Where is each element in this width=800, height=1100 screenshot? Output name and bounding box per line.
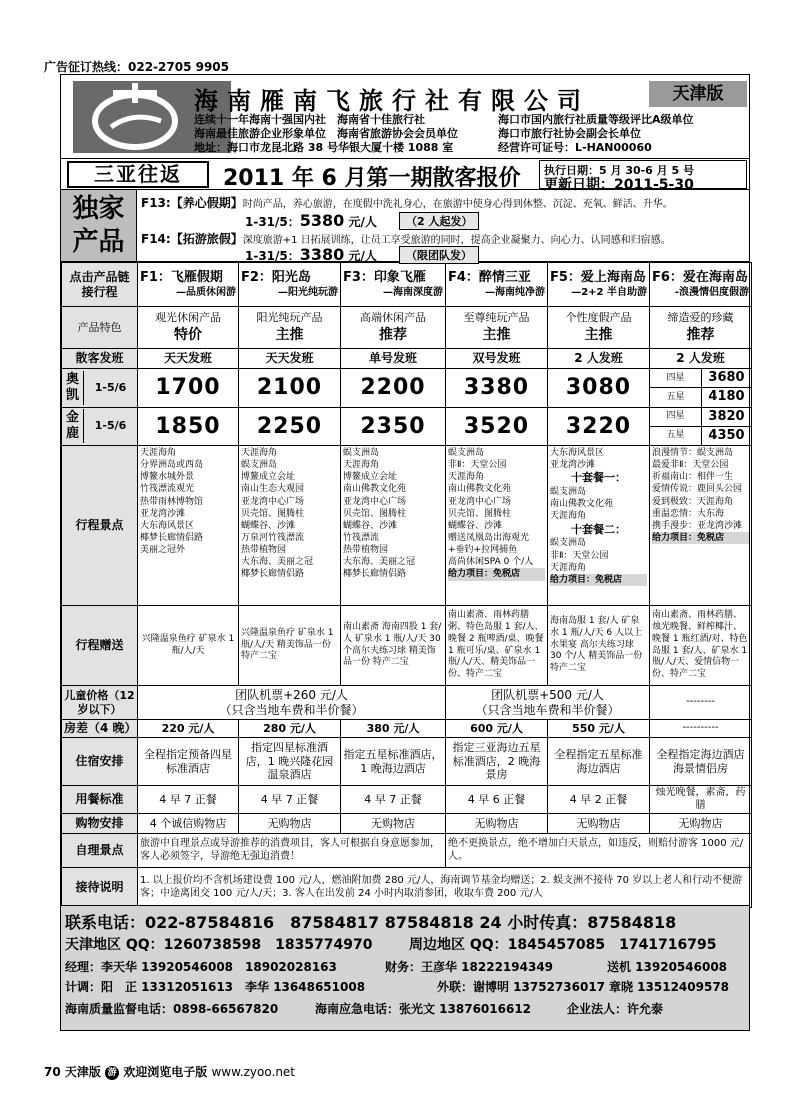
qq-surrounding[interactable]: 周边地区 QQ：1845457085 1741716795 [409, 937, 717, 953]
feature-cell [341, 307, 446, 349]
jinlu-row-1 [62, 407, 752, 426]
feature-tag: 推荐 [686, 326, 715, 343]
itinerary-stop: 蜈支洲岛 [343, 448, 380, 458]
meal-f6: 烛光晚餐，素斋，药膳 [650, 786, 752, 814]
hotel-label: 住宿安排 [62, 738, 138, 786]
f13-name[interactable]: F13:【养心假期】 [141, 196, 243, 210]
f14-date: 1-31/5： [245, 249, 300, 263]
gift-f2: 兴隆温泉鱼疗 矿泉水 1 瓶/人/天 精美饰品一份 特产二宝 [239, 606, 341, 686]
hotel-row [62, 738, 752, 786]
feature-cell [548, 307, 650, 349]
star-label: 四星 [650, 407, 702, 426]
itinerary-stop: 非Ⅱ：天堂公园 [550, 550, 609, 561]
itinerary-stop: 蜈支洲岛 [448, 448, 485, 458]
itinerary-stop: 最爱非Ⅱ：天堂公园 [652, 460, 729, 471]
feature-cell [239, 307, 341, 349]
shop-f5: 无购物店 [548, 814, 650, 834]
itinerary-stop: 椰梦长廊情侣路 [343, 569, 407, 580]
child-price-note: （只含当地车费和半价餐） [219, 702, 364, 717]
meal-label: 用餐标准 [62, 786, 138, 814]
itinerary-f2 [239, 446, 341, 606]
itinerary-stop: 热带植物园 [343, 545, 389, 556]
itinerary-stop: 美丽之冠外 [140, 545, 186, 556]
feature-tag: 推荐 [379, 326, 407, 343]
itinerary-stop: 非Ⅱ：天堂公园 [448, 460, 507, 471]
itinerary-stop: 贝壳馆、图腾柱 [343, 508, 407, 519]
exclusive-label: 独家产品 [61, 190, 137, 261]
price-sheet [60, 74, 750, 909]
shop-f2: 无购物店 [239, 814, 341, 834]
product-sub: —海南纯净游 [485, 287, 545, 299]
page-footer [44, 1063, 295, 1080]
itinerary-stop: 热带雨林博物馆 [140, 496, 204, 507]
feature-text: 缔造爱的珍藏 [667, 311, 734, 325]
child-price-c: -------- [650, 686, 752, 720]
itinerary-stop: 竹筏漂流 [343, 532, 380, 543]
meal-f1: 4 早 7 正餐 [138, 786, 239, 814]
f14-unit: 元/人 [348, 249, 377, 263]
emergency-hotline: 海南应急电话：张光文 13876016612 [315, 1002, 532, 1016]
jinlu-dates: 1-5/6 [94, 419, 127, 433]
page-number: 70 天津版 [44, 1065, 101, 1079]
f14-price-line [245, 245, 377, 264]
itinerary-stop: 博鳌水城外景 [140, 472, 195, 483]
gift-f5: 海南岛服 1 套/人 矿泉水 1 瓶/人/天 6 人以上水果宴 高尔夫练习球 30 个/人 精美饰品一份 特产二宝 [548, 606, 650, 686]
edition-badge: 天津版 [649, 81, 747, 107]
child-price-text: 团队机票+500 元/人 [491, 687, 604, 702]
itinerary-label: 行程景点 [62, 446, 138, 606]
f14-note: （限团队发） [399, 246, 479, 264]
f13-unit: 元/人 [348, 215, 377, 229]
itinerary-stop: 十套餐一： [571, 471, 626, 485]
itinerary-stop: 携手漫步：亚龙湾沙滩 [652, 520, 743, 531]
f13-price-line [245, 211, 377, 230]
itinerary-stop: 赠送凤凰岛出海观光+垂钓+拉网捕鱼 [448, 532, 530, 556]
phone-line [65, 910, 676, 933]
feature-tag: 主推 [584, 326, 613, 343]
license-number: 经营许可证号：L-HAN00060 [498, 141, 652, 154]
exclusive-products [61, 190, 749, 262]
price-jinlu-f6-5star: 4350 [702, 426, 752, 445]
f13-date: 1-31/5： [245, 215, 300, 229]
room-f6: ---------- [650, 720, 752, 738]
price-jinlu-f3: 2350 [341, 407, 446, 446]
itinerary-stop: 重温恋情：大东海 [652, 508, 725, 519]
itinerary-stop: 亚龙湾沙滩 [550, 460, 596, 471]
itinerary-stop: 十套餐二： [571, 522, 626, 536]
feature-text: 至尊纯玩产品 [463, 311, 530, 325]
self-pay-left: 旅游中自理景点或导游推荐的消费项目，客人可根据自身意愿参加，客人必须签字，导游绝无强迫消费！ [138, 834, 446, 868]
itinerary-stop: 亚龙湾中心广场 [448, 496, 512, 507]
child-label: 儿童价格（12 岁以下） [62, 686, 138, 720]
itinerary-stop: 蝴蝶谷、沙滩 [241, 520, 296, 531]
hotel-f1: 全程指定预备四星标准酒店 [138, 738, 239, 786]
exec-date: 执行日期：5 月 30-6 月 5 号 [544, 164, 694, 177]
room-label: 房差（4 晚） [62, 720, 138, 738]
star-label: 五星 [650, 388, 702, 407]
company-header [61, 75, 749, 158]
itinerary-stop: 贝壳馆、图腾柱 [241, 508, 305, 519]
itinerary-stop: 爱情传说：鹿回头公园 [652, 484, 743, 495]
itinerary-stop: 高尚休闲SPA 0 个/人 [448, 557, 534, 568]
aokai-row-1 [62, 369, 752, 388]
page-title: 2011 年 6 月第一期散客报价 [223, 166, 521, 191]
ad-hotline: 广告征订热线：022-2705 9905 [44, 60, 230, 74]
fax-label: 24 小时传真： [479, 913, 588, 932]
company-address: 地址：海口市龙昆北路 38 号华银大厦十楼 1088 室 [194, 141, 454, 154]
product-name[interactable]: F1：飞雁假期 [140, 269, 223, 285]
itinerary-stop: 天涯海角 [448, 472, 485, 483]
feature-label: 产品特色 [62, 307, 138, 349]
gift-f6: 南山素斋、雨林药膳、烛光晚餐、鲜榨椰汁、晚餐 1 瓶红酒/对、特色岛服 1 套/人、矿泉水 1 瓶/人/天、爱情信物一份、特产二宝 [650, 606, 752, 686]
price-table [61, 262, 752, 908]
schedule-cell: 双号发班 [446, 349, 548, 369]
schedule-label: 散客发班 [62, 349, 138, 369]
meal-f2: 4 早 7 正餐 [239, 786, 341, 814]
feature-tag: 特价 [174, 326, 202, 343]
price-jinlu-f5: 3220 [548, 407, 650, 446]
itinerary-f1 [138, 446, 239, 606]
product-name[interactable]: F3：印象飞雁 [343, 269, 426, 285]
price-jinlu-f6-4star: 3820 [702, 407, 752, 426]
itinerary-stop: 贝壳馆、图腾柱 [448, 508, 512, 519]
quality-hotline: 海南质量监督电话：0898-66567820 [65, 1002, 279, 1016]
hotel-f2: 指定四星标准酒店，1 晚兴隆花园温泉酒店 [239, 738, 341, 786]
airline-jinlu: 金鹿 [62, 409, 84, 443]
itinerary-stop: 亚龙湾中心广场 [241, 496, 305, 507]
itinerary-stop: 大东海、美丽之冠 [241, 557, 314, 568]
product-sub: —阳光纯玩游 [278, 287, 338, 299]
itinerary-stop: 蝴蝶谷、沙滩 [343, 520, 398, 531]
shop-label: 购物安排 [62, 814, 138, 834]
itinerary-stop: 南山佛教文化苑 [448, 484, 512, 495]
feature-text: 阳光纯玩产品 [256, 311, 323, 325]
itinerary-stop: 天涯海角 [550, 562, 587, 573]
phone-numbers[interactable]: 022-87584816 87584817 87584818 [145, 913, 474, 932]
itinerary-stop: 椰梦长廊情侣路 [241, 569, 305, 580]
product-link-f3[interactable] [341, 263, 446, 307]
product-link-f1[interactable] [138, 263, 239, 307]
link-label: 点击产品链接行程 [62, 263, 138, 307]
itinerary-stop: 祈福南山：相伴一生 [652, 472, 734, 483]
itinerary-stop: 博鳌成立会址 [343, 472, 398, 483]
route-badge: 三亚往返 [67, 161, 209, 188]
child-price-text: 团队机票+260 元/人 [235, 687, 348, 702]
itinerary-stop: 大东海风景区 [140, 520, 195, 531]
itinerary-stop: 博鳌成立会址 [241, 472, 296, 483]
itinerary-stop: 大东海、美丽之冠 [343, 557, 416, 568]
hotel-f6: 全程指定海边酒店海景情侣房 [650, 738, 752, 786]
itinerary-stop: 椰梦长廊情侣路 [140, 532, 204, 543]
itinerary-f6 [650, 446, 752, 606]
schedule-cell: 单号发班 [341, 349, 446, 369]
manager-contact: 经理：李天华 13920546008 18902028163 [65, 960, 337, 974]
meal-f5: 4 早 2 正餐 [548, 786, 650, 814]
hotel-f5: 全程指定五星标准海边酒店 [548, 738, 650, 786]
price-aokai-f6-5star: 4180 [702, 388, 752, 407]
f13-line [141, 194, 673, 211]
notes-label: 接待说明 [62, 868, 138, 908]
room-f3: 380 元/人 [341, 720, 446, 738]
itinerary-stop: 蜈支洲岛 [241, 460, 278, 471]
schedule-cell: 天天发班 [239, 349, 341, 369]
f14-line [141, 230, 671, 247]
reception-notes: 1. 以上报价均不含机场建设费 100 元/人，燃油附加费 280 元/人，海南调节基金均赠送；2. 蜈支洲不接待 70 岁以上老人和行动不便游客；中途离团交 100 元/人/天；3. 客人在出发前 24 小时内取消参团，收取车费 200 元/人 [138, 868, 752, 908]
itinerary-stop: 蜈支洲岛 [550, 538, 587, 549]
contact-panel [60, 905, 750, 1031]
welcome-text: 欢迎浏览电子版 [123, 1065, 208, 1079]
website-link[interactable]: www.zyoo.net [211, 1065, 296, 1079]
itinerary-stop: 南山佛教文化苑 [343, 484, 407, 495]
feature-tag: 主推 [275, 326, 304, 343]
zhang-contact: 章晓 13512409578 [609, 980, 730, 994]
shop-f1: 4 个诚信购物店 [138, 814, 239, 834]
itinerary-stop: 大东海风景区 [550, 448, 605, 458]
jinlu-label-cell [62, 407, 138, 446]
product-sub: —品质休闲游 [176, 287, 236, 299]
gift-row [62, 606, 752, 686]
gift-f1: 兴隆温泉鱼疗 矿泉水 1 瓶/人/天 [138, 606, 239, 686]
itinerary-stop: 天涯海角 [140, 448, 177, 458]
product-name[interactable]: F4：醉情三亚 [448, 269, 531, 285]
product-name[interactable]: F5：爱上海南岛 [550, 269, 646, 285]
price-aokai-f3: 2200 [341, 369, 446, 408]
price-aokai-f5: 3080 [548, 369, 650, 408]
meal-row [62, 786, 752, 814]
product-name[interactable]: F6：爱在海南岛 [652, 269, 748, 285]
feature-row [62, 307, 752, 349]
product-sub: —2+2 半自助游 [571, 287, 647, 299]
product-row [62, 263, 752, 307]
itinerary-f4 [446, 446, 548, 606]
itinerary-stop: 南山佛教文化苑 [550, 499, 614, 510]
hotel-f4: 指定三亚海边五星标准酒店，2 晚海景房 [446, 738, 548, 786]
aokai-dates: 1-5/6 [94, 380, 127, 394]
itinerary-stop: 亚龙湾中心广场 [343, 496, 407, 507]
self-pay-label: 自理景点 [62, 834, 138, 868]
itinerary-stop: 万泉河竹筏漂流 [241, 532, 305, 543]
itinerary-stop: 给力项目：免税店 [652, 532, 749, 544]
self-pay-right: 绝不更换景点，绝不增加白天景点，如违反，则赔付游客 1000 元/人。 [446, 834, 752, 868]
notes-row [62, 868, 752, 908]
room-f1: 220 元/人 [138, 720, 239, 738]
itinerary-stop: 天涯海角 [343, 460, 380, 471]
itinerary-f5 [548, 446, 650, 606]
price-jinlu-f4: 3520 [446, 407, 548, 446]
delivery-contact: 送机 13920546008 [607, 960, 728, 974]
schedule-cell: 2 人发班 [650, 349, 752, 369]
price-jinlu-f1: 1850 [138, 407, 239, 446]
airline-aokai: 奥凯 [62, 371, 84, 405]
f14-desc: 深度旅游+1 日拓展训练，让员工享受旅游的同时，提高企业凝聚力、向心力、认同感和归宿感。 [242, 235, 671, 246]
f13-price: 5380 [299, 211, 345, 230]
qq-tianjin[interactable]: 天津地区 QQ：1260738598 1835774970 [65, 937, 373, 953]
product-link-f4[interactable] [446, 263, 548, 307]
itinerary-f3 [341, 446, 446, 606]
f13-note: （2 人起发） [399, 212, 479, 230]
update-date: 更新日期：2011-5-30 [544, 177, 694, 193]
price-aokai-f2: 2100 [239, 369, 341, 408]
schedule-row [62, 349, 752, 369]
honor-line-2: 海南最佳旅游企业形象单位 海南省旅游协会会员单位 [194, 127, 458, 140]
hotel-f3: 指定五星标准酒店，1 晚海边酒店 [341, 738, 446, 786]
schedule-cell: 2 人发班 [548, 349, 650, 369]
itinerary-stop: 南山生态大观园 [241, 484, 305, 495]
itinerary-stop: 浪漫情节：蜈支洲岛 [652, 448, 734, 458]
price-aokai-f1: 1700 [138, 369, 239, 408]
itinerary-stop: 爱到极致：天涯海角 [652, 496, 734, 507]
f13-desc: 时尚产品，养心旅游，在度假中洗礼身心，在旅游中使身心得到休整、沉淀、充氧、鲜活、升华。 [242, 199, 673, 210]
feature-text: 观光休闲产品 [155, 311, 221, 325]
f14-name[interactable]: F14:【拓游旅假】 [141, 232, 243, 246]
itinerary-stop: 亚龙湾沙滩 [140, 508, 186, 519]
room-f4: 600 元/人 [446, 720, 548, 738]
itinerary-stop: 竹筏漂流观光 [140, 484, 195, 495]
shop-f3: 无购物店 [341, 814, 446, 834]
feature-cell [138, 307, 239, 349]
zyoo-logo-icon: 游 [105, 1066, 119, 1080]
shop-row [62, 814, 752, 834]
feature-tag: 主推 [482, 326, 511, 343]
planner-contact: 计调：阳 正 13312051613 李华 13648651008 [65, 980, 366, 994]
product-link-f6[interactable] [650, 263, 752, 307]
feature-text: 高端休闲产品 [360, 311, 426, 325]
star-label: 四星 [650, 369, 702, 388]
product-name[interactable]: F2：阳光岛 [241, 269, 311, 285]
itinerary-row [62, 446, 752, 606]
feature-text: 个性度假产品 [565, 311, 632, 325]
company-name: 海南雁南飞旅行社有限公司 [194, 87, 590, 115]
itinerary-stop: 给力项目：免税店 [448, 568, 545, 580]
fax-number[interactable]: 87584818 [587, 913, 677, 932]
f14-price: 3380 [299, 245, 345, 264]
child-price-a [138, 686, 446, 720]
honor-line-4: 海口市旅行社协会副会长单位 [498, 127, 641, 140]
itinerary-stop: 天涯海角 [241, 448, 278, 458]
self-pay-row [62, 834, 752, 868]
itinerary-stop: 蝴蝶谷、沙滩 [448, 520, 503, 531]
title-bar [61, 158, 749, 193]
itinerary-stop: 天涯海角 [550, 511, 587, 522]
meal-f4: 4 早 6 正餐 [446, 786, 548, 814]
price-aokai-f4: 3380 [446, 369, 548, 408]
gift-label: 行程赠送 [62, 606, 138, 686]
gift-f4: 南山素斋、雨林药膳粥、特色岛服 1 套/人、晚餐 2 瓶啤酒/桌、晚餐 1 瓶可乐/桌、矿泉水 1 瓶/人/天、精美饰品一份、特产二宝 [446, 606, 548, 686]
legal-person: 企业法人：许允泰 [567, 1002, 664, 1016]
finance-contact: 财务：王彦华 18222194349 [385, 960, 554, 974]
itinerary-stop: 分界洲岛或西岛 [140, 460, 204, 471]
price-jinlu-f2: 2250 [239, 407, 341, 446]
child-price-b [446, 686, 650, 720]
child-row [62, 686, 752, 720]
itinerary-stop: 热带植物园 [241, 545, 287, 556]
room-f5: 550 元/人 [548, 720, 650, 738]
star-label: 五星 [650, 426, 702, 445]
honor-line-3: 海口市国内旅行社质量等级评比A级单位 [498, 113, 694, 126]
phone-label: 联系电话： [65, 913, 146, 932]
price-aokai-f6-4star: 3680 [702, 369, 752, 388]
schedule-cell: 天天发班 [138, 349, 239, 369]
date-box [539, 160, 747, 193]
shop-f4: 无购物店 [446, 814, 548, 834]
sales-contact: 外联：谢博明 13752736017 [437, 980, 606, 994]
meal-f3: 4 早 7 正餐 [341, 786, 446, 814]
feature-cell [446, 307, 548, 349]
product-link-f2[interactable] [239, 263, 341, 307]
child-price-note: （只含当地车费和半价餐） [475, 702, 620, 717]
gift-f3: 南山素斋 海南四股 1 套/人 矿泉水 1 瓶/人/天 30 个高尔夫练习球 精美饰品一份 特产二宝 [341, 606, 446, 686]
product-sub: -浪漫情侣度假游 [674, 287, 749, 299]
honor-line-1: 连续十一年海南十强国内社 海南省十佳旅行社 [194, 113, 425, 126]
feature-cell [650, 307, 752, 349]
product-link-f5[interactable] [548, 263, 650, 307]
itinerary-stop: 蜈支洲岛 [550, 487, 587, 498]
room-row [62, 720, 752, 738]
product-sub: —海南深度游 [383, 287, 443, 299]
shop-f6: 无购物店 [650, 814, 752, 834]
itinerary-stop: 给力项目：免税店 [550, 574, 647, 586]
aokai-label-cell [62, 369, 138, 408]
room-f2: 280 元/人 [239, 720, 341, 738]
